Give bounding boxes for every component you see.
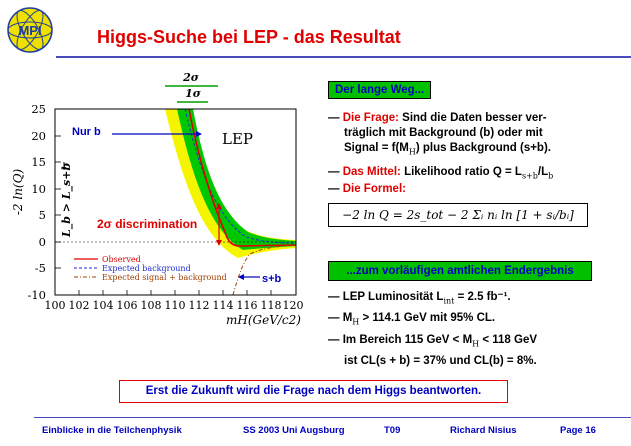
ytick-10: 10 bbox=[31, 182, 46, 196]
bullet-mittel: — Das Mittel: Likelihood ratio $Q = L_{s+b}/L_b$ bbox=[328, 166, 554, 181]
legend-expected-bg: Expected background bbox=[102, 264, 191, 273]
result-bereich: — Im Bereich 115 GeV < $M_H < 118$ GeV bbox=[328, 333, 538, 348]
footer-page: Page 16 bbox=[560, 425, 596, 436]
bullet-formel: — Die Formel: bbox=[328, 183, 406, 195]
mittel-mid: /L bbox=[537, 166, 549, 178]
xtick-112: 112 bbox=[188, 299, 210, 312]
footer-course: Einblicke in die Teilchenphysik bbox=[42, 425, 182, 436]
result-list bbox=[328, 290, 537, 369]
sb-label: s+b bbox=[262, 273, 282, 285]
xtick-110: 110 bbox=[164, 299, 186, 312]
footer-term: SS 2003 Uni Augsburg bbox=[243, 425, 345, 436]
xtick-108: 108 bbox=[140, 299, 162, 312]
lep-plot bbox=[0, 62, 320, 352]
footer-rule bbox=[34, 417, 631, 418]
frage-line3-end: ) plus Background (s+b). bbox=[415, 142, 551, 154]
footer-code: T09 bbox=[384, 425, 401, 436]
frage-line1: Sind die Daten besser ver- bbox=[402, 112, 547, 124]
conclusion-box: Erst die Zukunft wird die Frage nach dem Higgs beantworten. bbox=[119, 380, 508, 403]
frage-line2: träglich mit Background (b) oder mit bbox=[344, 127, 543, 139]
inset-label: L_b > L_s+b bbox=[60, 162, 73, 237]
heading-endergebnis: ...zum vorläufigen amtlichen Endergebnis bbox=[328, 261, 592, 281]
footer-author: Richard Nisius bbox=[450, 425, 517, 436]
xtick-118: 118 bbox=[260, 299, 282, 312]
mpi-logo bbox=[4, 4, 56, 56]
formel-prefix: Die Formel: bbox=[342, 183, 406, 195]
xtick-104: 104 bbox=[92, 299, 114, 312]
lep-label: LEP bbox=[222, 130, 254, 148]
result-lumi: — LEP Luminosität $L_{int} = 2.5$ fb⁻¹. bbox=[328, 291, 511, 306]
mittel-text: Likelihood ratio Q = L bbox=[404, 166, 522, 178]
xtick-102: 102 bbox=[68, 299, 90, 312]
xtick-114: 114 bbox=[212, 299, 234, 312]
frage-line3-sub: H bbox=[408, 147, 416, 157]
mittel-prefix: Das Mittel: bbox=[342, 166, 401, 178]
xtick-120: 120 bbox=[282, 299, 304, 312]
title-rule bbox=[56, 56, 631, 58]
discrimination-label: 2σ discrimination bbox=[97, 217, 198, 231]
formula-box: −2 ln Q = 2s_tot − 2 Σᵢ nᵢ ln [1 + sᵢ/bᵢ] bbox=[328, 203, 588, 227]
frage-line3: Signal = f(M bbox=[344, 142, 409, 154]
bullet-frage: — Die Frage: Sind die Daten besser ver- träglich mit Background (b) oder mit Signal = $f(M_H)$ plus Background (s+b). bbox=[328, 112, 551, 157]
ytick-m10: -10 bbox=[27, 288, 46, 302]
legend-expected-sb: Expected signal + background bbox=[102, 273, 227, 282]
label-1sigma: 1σ bbox=[185, 87, 201, 100]
svg-text:MPI: MPI bbox=[18, 23, 42, 38]
xtick-100: 100 bbox=[44, 299, 66, 312]
ytick-5: 5 bbox=[38, 208, 46, 222]
result-mh: — $M_H > 114.1$ GeV mit 95% CL. bbox=[328, 312, 496, 327]
xtick-116: 116 bbox=[236, 299, 258, 312]
x-axis-label: mH(GeV/c2) bbox=[226, 313, 301, 327]
y-axis-label: -2 ln(Q) bbox=[11, 168, 25, 216]
result-cl: ist CL(s + b) = 37% und CL(b) = 8%. bbox=[344, 354, 537, 367]
legend-observed: Observed bbox=[102, 255, 141, 264]
heading-lange-weg: Der lange Weg... bbox=[328, 81, 431, 99]
ytick-15: 15 bbox=[31, 155, 46, 169]
xtick-106: 106 bbox=[116, 299, 138, 312]
mittel-sub2: b bbox=[548, 171, 554, 181]
ytick-0: 0 bbox=[38, 235, 46, 249]
nur-b-label: Nur b bbox=[72, 126, 101, 138]
mittel-sub1: s+b bbox=[521, 171, 538, 181]
ytick-20: 20 bbox=[31, 129, 46, 143]
ytick-m5: -5 bbox=[34, 261, 46, 275]
label-2sigma: 2σ bbox=[183, 71, 199, 84]
frage-prefix: Die Frage: bbox=[342, 112, 399, 124]
page-title: Higgs-Suche bei LEP - das Resultat bbox=[97, 27, 401, 47]
ytick-25: 25 bbox=[31, 102, 46, 116]
